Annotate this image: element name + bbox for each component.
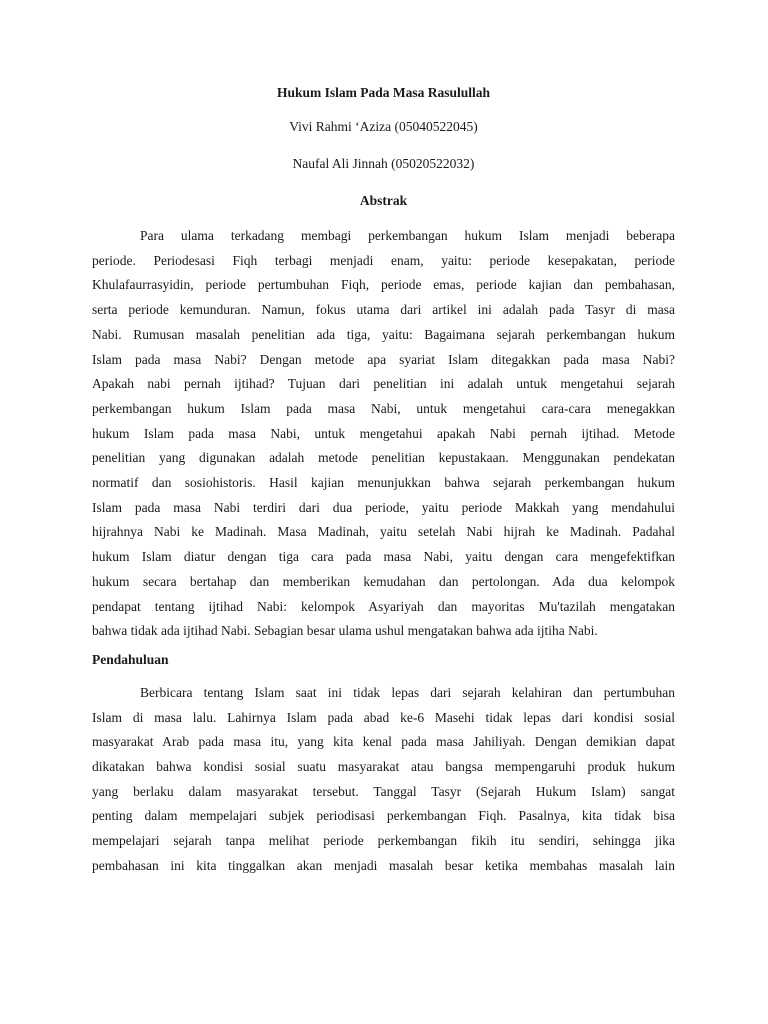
text-line: Apakah nabi pernah ijtihad? Tujuan dari penelitian ini adalah untuk mengetahui sejarah bbox=[92, 376, 675, 392]
abstract-paragraph bbox=[92, 224, 675, 644]
text-line: yang berlaku dalam masyarakat tersebut. Tanggal Tasyr (Sejarah Hukum Islam) sangat bbox=[92, 783, 675, 799]
text-line: serta periode kemunduran. Namun, fokus utama dari artikel ini adalah pada Tasyr di masa bbox=[92, 302, 675, 318]
text-line: penting dalam mempelajari subjek periodisasi perkembangan Fiqh. Pasalnya, kita tidak bisa bbox=[92, 808, 675, 824]
abstract-heading: Abstrak bbox=[359, 193, 408, 208]
text-line: Khulafaurrasyidin, periode pertumbuhan Fiqh, periode emas, periode kajian dan pembahasan, bbox=[92, 277, 675, 293]
text-line: Para ulama terkadang membagi perkembangan hukum Islam menjadi beberapa bbox=[140, 228, 675, 243]
text-line: hijrahnya Nabi ke Madinah. Masa Madinah, yaitu setelah Nabi hijrah ke Madinah. Padahal bbox=[92, 524, 675, 540]
section-heading-pendahuluan: Pendahuluan bbox=[92, 651, 169, 667]
text-line: bahwa tidak ada ijtihad Nabi. Sebagian besar ulama ushul mengatakan bahwa ada ijtiha Nabi. bbox=[92, 623, 598, 639]
intro-paragraph bbox=[92, 681, 675, 879]
text-line: Berbicara tentang Islam saat ini tidak lepas dari sejarah kelahiran dan pertumbuhan bbox=[140, 684, 675, 700]
text-line: masyarakat Arab pada masa itu, yang kita kenal pada masa Jahiliyah. Dengan demikian dapat bbox=[92, 734, 675, 750]
text-line: perkembangan hukum Islam pada masa Nabi, untuk mengetahui cara-cara menegakkan bbox=[92, 400, 675, 416]
document-title: Hukum Islam Pada Masa Rasulullah bbox=[276, 85, 491, 100]
text-line: periode. Periodesasi Fiqh terbagi menjadi enam, yaitu: periode kesepakatan, periode bbox=[92, 252, 675, 268]
author-line: Naufal Ali Jinnah (05020522032) bbox=[292, 156, 475, 171]
text-line: normatif dan sosiohistoris. Hasil kajian menunjukkan bahwa sejarah perkembangan hukum bbox=[92, 475, 675, 491]
text-line: dikatakan bahwa kondisi sosial suatu masyarakat atau bangsa mempengaruhi produk hukum bbox=[92, 759, 675, 775]
text-line: Nabi. Rumusan masalah penelitian ada tiga, yaitu: Bagaimana sejarah perkembangan hukum bbox=[92, 326, 675, 342]
text-line: mempelajari sejarah tanpa melihat periode perkembangan fikih itu sendiri, sehingga jika bbox=[92, 833, 675, 849]
text-line: pendapat tentang ijtihad Nabi: kelompok Asyariyah dan mayoritas Mu'tazilah mengatakan bbox=[92, 598, 675, 614]
text-line: Islam pada masa Nabi? Dengan metode apa syariat Islam ditegakkan pada masa Nabi? bbox=[92, 351, 675, 367]
text-line: Islam pada masa Nabi terdiri dari dua periode, yaitu periode Makkah yang mendahului bbox=[92, 499, 675, 515]
document-page bbox=[92, 84, 675, 879]
text-line: pembahasan ini kita tinggalkan akan menjadi masalah besar ketika membahas masalah lain bbox=[92, 857, 675, 873]
text-line: Islam di masa lalu. Lahirnya Islam pada abad ke-6 Masehi tidak lepas dari kondisi sosial bbox=[92, 709, 675, 725]
text-line: hukum secara bertahap dan memberikan kemudahan dan pertolongan. Ada dua kelompok bbox=[92, 573, 675, 589]
text-line: hukum Islam pada masa Nabi, untuk mengetahui apakah Nabi pernah ijtihad. Metode bbox=[92, 425, 675, 441]
text-line: hukum Islam diatur dengan tiga cara pada masa Nabi, yaitu dengan cara mengefektifkan bbox=[92, 549, 675, 565]
author-line: Vivi Rahmi ‘Aziza (05040522045) bbox=[289, 119, 478, 134]
text-line: penelitian yang digunakan adalah metode penelitian kepustakaan. Menggunakan pendekatan bbox=[92, 450, 675, 466]
